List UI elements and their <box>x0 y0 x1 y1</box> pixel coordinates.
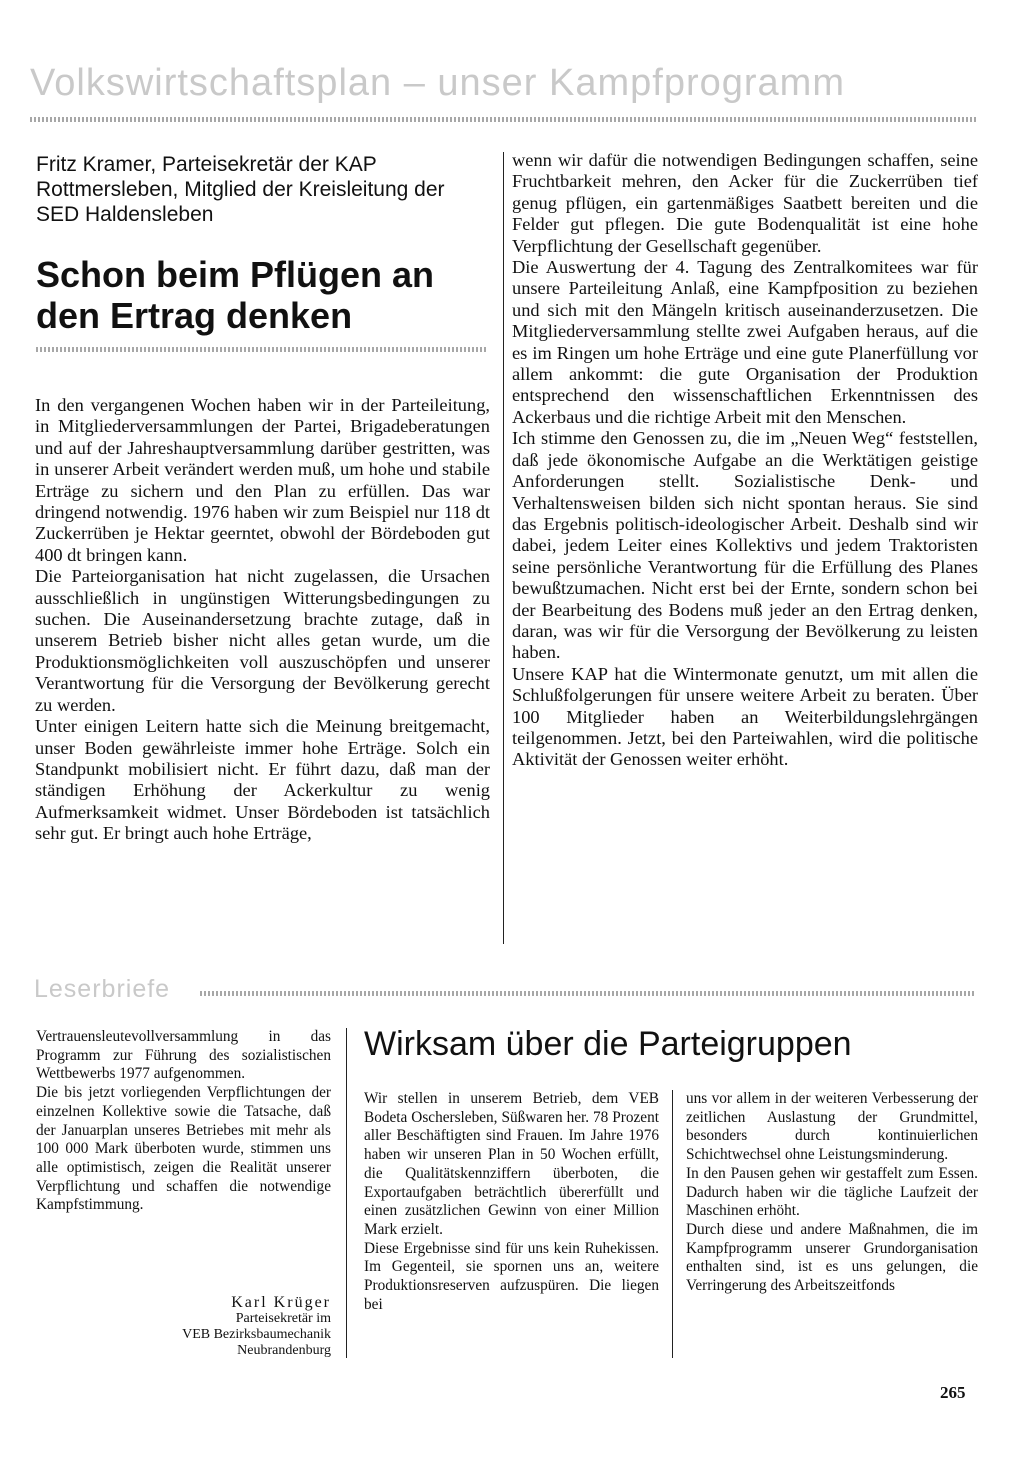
author-company: VEB Bezirksbaumechanik <box>182 1327 331 1342</box>
column-divider <box>503 152 504 944</box>
paragraph: In den Pausen gehen wir gestaffelt zum Essen. Dadurch haben wir die tägliche Laufzeit der Maschinen erhöht. <box>686 1164 978 1220</box>
paragraph: Die bis jetzt vorliegenden Verpflichtungen der einzelnen Kollektive sowie die Tatsache, daß der Januarplan unseres Betriebes mit mehr als 100 000 Mark überboten wurde, stimmen uns alle optimistisch, zeigen die Realität unserer Verpflichtung und schaffen die notwendige Kampfstimmung. <box>36 1084 331 1214</box>
paragraph: Ich stimme den Genossen zu, die im „Neuen Weg“ feststellen, daß jede ökonomische Aufgabe an die Werktätigen geistige Anforderungen stellt. Sozialistische Denk- und Verhaltensweisen bilden sich nicht spontan heraus. Sie sind das Ergebnis politisch-ideologischer Arbeit. Deshalb sind wir dabei, jedem Leiter eines Kollektivs und jedem Traktoristen seine persönliche Verantwortung für die Erfüllung des Planes bewußtzumachen. Nicht erst bei der Ernte, sondern schon bei der Bearbeitung des Bodens muß jeder an den Ertrag denken, daran, was wir für die Versorgung der Bevölkerung zu leisten haben. <box>512 428 978 663</box>
letters-section-rule <box>200 991 976 996</box>
headline-rule <box>36 347 486 352</box>
letter-headline: Wirksam über die Parteigruppen <box>364 1025 852 1063</box>
author-city: Neubrandenburg <box>237 1343 331 1358</box>
paragraph: Die Auswertung der 4. Tagung des Zentralkomitees war für unsere Parteileitung Anlaß, eine Kampfposition zu beziehen und sich mit den Mängeln kritisch auseinanderzusetzen. Die Mitgliederversammlung stellte zwei Aufgaben heraus, auf die es im Ringen um hohe Erträge und eine gute Planerfüllung vor allem ankommt: die gute Organisation der Produktion entsprechend den wissenschaftlichen Erkenntnissen des Ackerbaus und die richtige Arbeit mit den Menschen. <box>512 257 978 427</box>
paragraph: Durch diese und andere Maßnahmen, die im Kampfprogramm unserer Grundorganisation enthalten sind, ist es uns gelungen, die Verringerung des Arbeitszeitfonds <box>686 1220 978 1295</box>
paragraph: Unsere KAP hat die Wintermonate genutzt, um mit allen die Schlußfolgerungen für unsere weitere Arbeit zu beraten. Über 100 Mitglieder haben an Weiterbildungslehrgängen teilgenommen. Jetzt, bei den Parteiwahlen, wird die politische Aktivität der Genossen weiter erhöht. <box>512 663 978 770</box>
paragraph: Wir stellen in unserem Betrieb, dem VEB Bodeta Oschersleben, Süßwaren her. 78 Prozent aller Beschäftigten sind Frauen. Im Jahre 1976 haben wir unseren Plan in 50 Wochen erfüllt, die Qualitätskennziffern überboten, die Exportaufgaben beträchtlich übererfüllt und einen zusätzlichen Gewinn von einer Million Mark erzielt. <box>364 1090 659 1238</box>
letters-section-title: Leserbriefe <box>34 975 171 1003</box>
article-column-1 <box>35 395 490 845</box>
letters-divider <box>346 1028 347 1358</box>
article-byline: Fritz Kramer, Parteisekretär der KAP Rottmersleben, Mitglied der Kreisleitung der SED Haldensleben <box>36 153 445 226</box>
paragraph: Die Parteiorganisation hat nicht zugelassen, die Ursachen ausschließlich in ungünstigen Witterungsbedingungen zu suchen. Die Auseinandersetzung brachte zutage, daß in unserem Betrieb bisher nicht alles getan wurde, um die Produktionsmöglichkeiten voll auszuschöpfen und unserer Verantwortung für die Versorgung der Bevölkerung gerecht zu werden. <box>35 566 490 715</box>
letter-right-column-2 <box>686 1090 978 1296</box>
paragraph: wenn wir dafür die notwendigen Bedingungen schaffen, seine Fruchtbarkeit mehren, den Acker für die Zuckerrüben tief genug pflügen, ein gartenmäßiges Saatbett bereiten und die Felder gut pflegen. Die gute Bodenqualität ist eine hohe Verpflichtung der Gesellschaft gegenüber. <box>512 150 978 256</box>
letter-signature <box>36 1295 331 1359</box>
section-title-rule <box>30 117 976 122</box>
article-headline: Schon beim Pflügen an den Ertrag denken <box>36 254 435 336</box>
paragraph: In den vergangenen Wochen haben wir in der Parteileitung, in Mitgliederversammlungen der Partei, Brigadeberatungen und auf der Jahreshauptversammlung darüber gestritten, was in unserer Arbeit verändert werden muß, um hohe und stabile Erträge zu sichern und den Plan zu erfüllen. Das war dringend notwendig. 1976 haben wir zum Beispiel nur 118 dt Zuckerrüben je Hektar geerntet, obwohl der Bördeboden gut 400 dt bringen kann. <box>35 395 490 565</box>
letter-right-column-1 <box>364 1090 659 1314</box>
paragraph: Diese Ergebnisse sind für uns kein Ruhekissen. Im Gegenteil, sie spornen uns an, weitere Produktionsreserven aufzuspüren. Die liegen bei <box>364 1239 659 1313</box>
letter-right-divider <box>672 1090 673 1358</box>
paragraph: Vertrauensleutevollversammlung in das Programm zur Führung des sozialistischen Wettbewerbs 1977 aufgenommen. <box>36 1028 331 1083</box>
paragraph: Unter einigen Leitern hatte sich die Meinung breitgemacht, unser Boden gewährleiste immer hohe Erträge. Solch ein Standpunkt mobilisiert nicht. Er führt dazu, daß man der ständigen Erhöhung der Ackerkultur zu wenig Aufmerksamkeit widmet. Unser Bördeboden ist tatsächlich sehr gut. Er bringt auch hohe Erträge, <box>35 716 490 844</box>
paragraph: uns vor allem in der weiteren Verbesserung der zeitlichen Auslastung der Grundmittel, besonders durch kontinuierlichen Schichtwechsel ohne Leistungsminderung. <box>686 1090 978 1164</box>
letter-left <box>36 1028 331 1215</box>
page-number: 265 <box>940 1383 966 1402</box>
author-role: Parteisekretär im <box>235 1311 331 1326</box>
section-title: Volkswirtschaftsplan – unser Kampfprogramm <box>30 62 845 104</box>
author-name: Karl Krüger <box>231 1294 331 1311</box>
article-column-2 <box>512 150 978 771</box>
